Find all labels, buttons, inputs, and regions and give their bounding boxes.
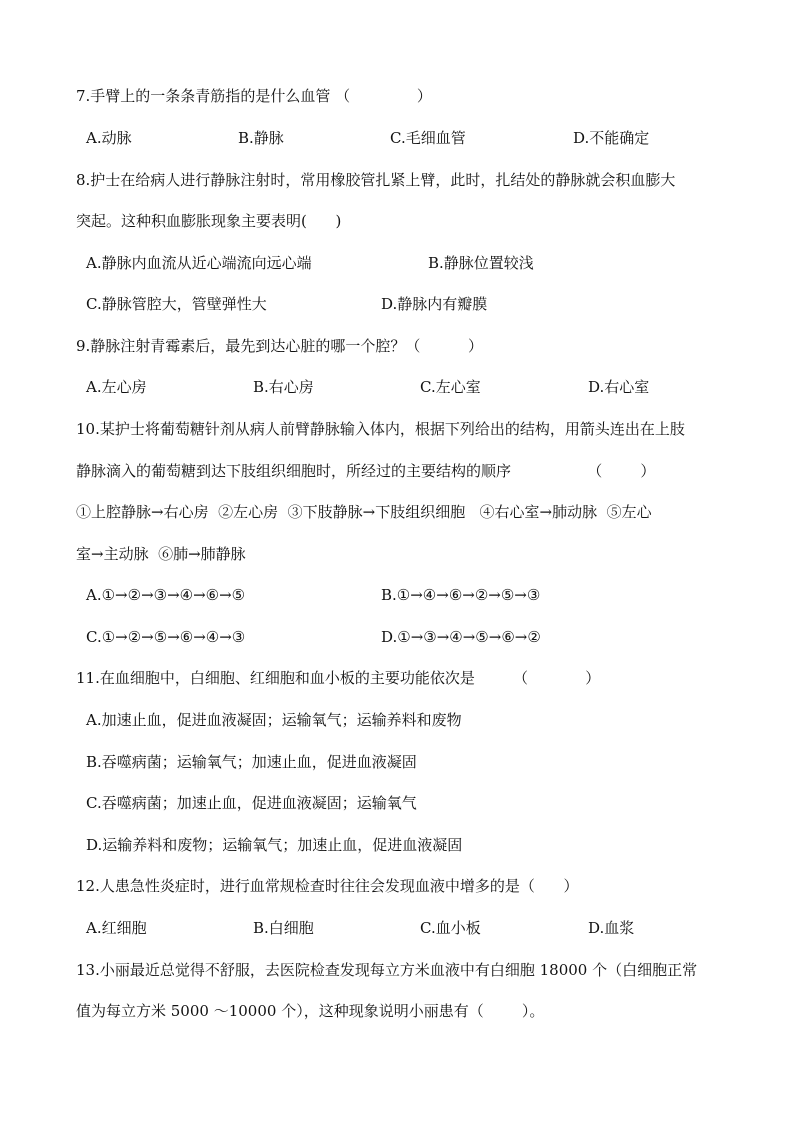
question-10-option-a: A.①→②→③→④→⑥→⑤	[86, 586, 246, 604]
question-11-option-d: D.运输养料和废物；运输氧气；加速止血，促进血液凝固	[86, 836, 463, 854]
question-8-option-b: B.静脉位置较浅	[428, 254, 534, 272]
question-11-stem: 11.在血细胞中，白细胞、红细胞和血小板的主要功能依次是 （ ）	[76, 669, 601, 687]
question-7-option-d: D.不能确定	[573, 129, 650, 147]
question-10-structures-line-2: 室→主动脉 ⑥肺→肺静脉	[76, 545, 246, 563]
question-13-stem-line-1: 13.小丽最近总觉得不舒服，去医院检查发现每立方米血液中有白细胞 18000 个（白细胞正常	[76, 961, 698, 979]
question-10-option-c: C.①→②→⑤→⑥→④→③	[86, 628, 246, 646]
question-12-stem: 12.人患急性炎症时，进行血常规检查时往往会发现血液中增多的是（ ）	[76, 877, 579, 895]
question-9-option-d: D.右心室	[588, 378, 650, 396]
question-10-option-b: B.①→④→⑥→②→⑤→③	[381, 586, 541, 604]
question-7-option-c: C.毛细血管	[390, 129, 466, 147]
question-10-option-d: D.①→③→④→⑤→⑥→②	[381, 628, 541, 646]
question-8-option-d: D.静脉内有瓣膜	[381, 295, 488, 313]
question-10-stem-line-1: 10.某护士将葡萄糖针剂从病人前臂静脉输入体内，根据下列给出的结构，用箭头连出在上肢	[76, 420, 685, 438]
question-9-option-b: B.右心房	[253, 378, 314, 396]
question-8-stem-line-1: 8.护士在给病人进行静脉注射时，常用橡胶管扎紧上臂，此时，扎结处的静脉就会积血膨大	[76, 171, 676, 189]
question-11-option-a: A.加速止血，促进血液凝固；运输氧气；运输养料和废物	[86, 711, 462, 729]
question-9-stem: 9.静脉注射青霉素后，最先到达心脏的哪一个腔？（ ）	[76, 337, 483, 355]
question-10-stem-line-2: 静脉滴入的葡萄糖到达下肢组织细胞时，所经过的主要结构的顺序 （ ）	[76, 462, 656, 480]
question-13-stem-line-2: 值为每立方米 5000 ～10000 个），这种现象说明小丽患有（ ）。	[76, 1002, 545, 1020]
question-11-option-c: C.吞噬病菌；加速止血，促进血液凝固；运输氧气	[86, 794, 417, 812]
question-9-option-c: C.左心室	[420, 378, 481, 396]
question-11-option-b: B.吞噬病菌；运输氧气；加速止血，促进血液凝固	[86, 753, 417, 771]
question-7-stem: 7.手臂上的一条条青筋指的是什么血管 （ ）	[76, 87, 432, 105]
question-12-option-c: C.血小板	[420, 919, 481, 937]
question-8-option-a: A.静脉内血流从近心端流向远心端	[86, 254, 312, 272]
question-8-option-c: C.静脉管腔大，管壁弹性大	[86, 295, 267, 313]
question-10-structures-line-1: ①上腔静脉→右心房 ②左心房 ③下肢静脉→下肢组织细胞 ④右心室→肺动脉 ⑤左心	[76, 503, 652, 521]
question-8-stem-line-2: 突起。这种积血膨胀现象主要表明( )	[76, 212, 342, 230]
question-7-option-b: B.静脉	[238, 129, 284, 147]
question-12-option-a: A.红细胞	[86, 919, 147, 937]
question-9-option-a: A.左心房	[86, 378, 147, 396]
question-12-option-d: D.血浆	[588, 919, 635, 937]
question-7-option-a: A.动脉	[86, 129, 132, 147]
question-12-option-b: B.白细胞	[253, 919, 314, 937]
